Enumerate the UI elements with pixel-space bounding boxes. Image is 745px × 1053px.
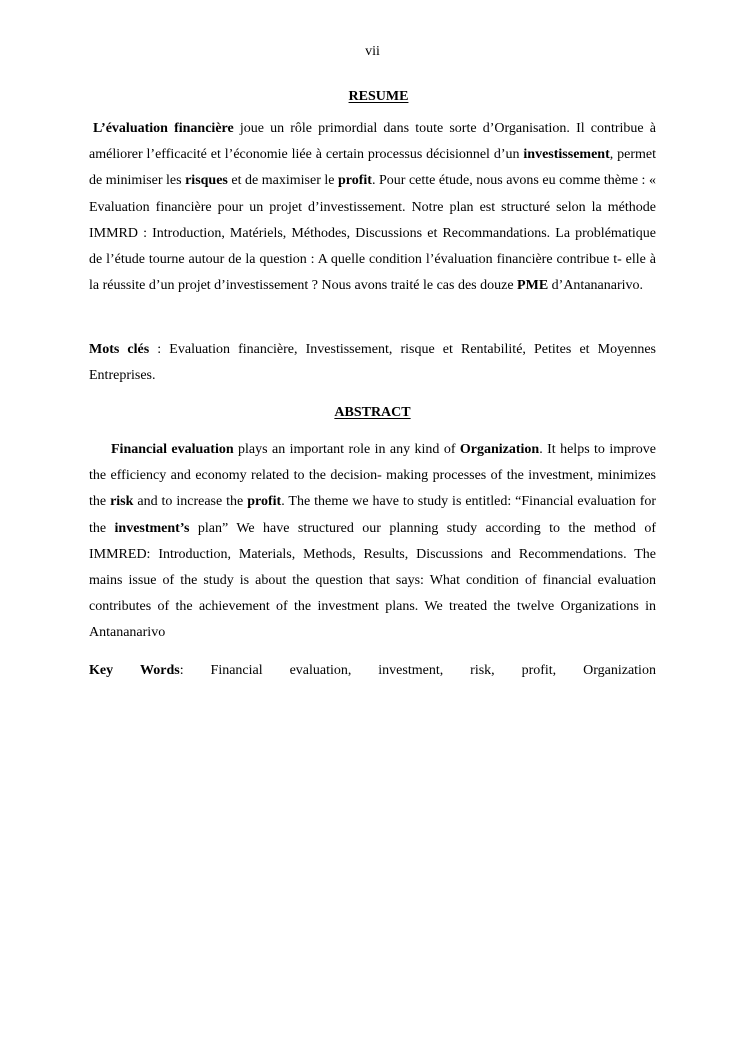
resume-bold-term: profit <box>338 173 372 189</box>
resume-bold-term: risques <box>185 173 228 189</box>
abstract-bold-term: Financial evaluation <box>111 442 234 457</box>
abstract-text-run: plays an important role in any kind of <box>233 442 460 457</box>
key-words-term: Words <box>140 663 180 678</box>
key-words-suffix: : <box>179 663 184 678</box>
resume-text-run: , permet de minimiser les <box>89 147 656 189</box>
key-words-term: Organization <box>583 663 656 678</box>
key-words-term: evaluation, <box>289 663 352 678</box>
key-words-term: risk, <box>470 663 495 678</box>
resume-bold-term: L’évaluation financière <box>93 121 234 136</box>
abstract-text-run: . It helps to improve the efficiency and economy related to the decision- making processes of the investment, minimizes the <box>89 442 656 510</box>
key-words-item <box>522 658 557 684</box>
resume-text-run: d’Antananarivo. <box>548 278 644 294</box>
page-number: vii <box>365 44 380 59</box>
resume-heading: RESUME <box>348 89 409 104</box>
key-words-term: profit, <box>521 663 557 678</box>
abstract-heading: ABSTRACT <box>334 405 411 420</box>
resume-bold-term: investissement <box>523 147 610 163</box>
abstract-text-run: and to increase the <box>133 494 248 510</box>
key-words-item <box>211 658 263 684</box>
key-words-term: investment, <box>378 663 444 678</box>
resume-text-run: . Pour cette étude, nous avons eu comme thème : « Evaluation financière pour un projet d’investissement. Notre plan est structuré selon la méthode IMMRD : Introduction, Matériels, Méthodes, Discussions et Recommandations. La problématique de l’étude tourne autour de la question : A quelle condition l’évaluation financière contribue t- elle à la réussite d’un projet d’investissement ? Nous avons traité le cas des douze <box>89 173 656 294</box>
resume-bold-term: PME <box>517 278 549 294</box>
key-words-item <box>290 658 352 684</box>
mots-cles-text: : Evaluation financière, Investissement, risque et Rentabilité, Petites et Moyennes Entreprises. <box>89 342 656 384</box>
key-words-item <box>470 658 495 684</box>
resume-paragraph <box>89 116 656 299</box>
abstract-bold-term: Organization <box>459 442 540 457</box>
key-words-term: Financial <box>210 663 263 678</box>
resume-text-run: joue un rôle primordial dans toute sorte d’Organisation. Il contribue à améliorer l’efficacité et l’économie liée à certain processus décisionnel d’un <box>89 121 656 163</box>
key-words-item <box>89 658 113 684</box>
abstract-paragraph <box>89 437 656 647</box>
mots-cles-paragraph <box>89 337 656 389</box>
abstract-bold-term: profit <box>247 494 282 510</box>
key-words-term: Key <box>89 663 114 678</box>
abstract-text-run: plan” We have structured our planning study according to the method of IMMRED: Introduction, Materials, Methods, Results, Discussions and Recommendations. The mains issue of the study is about the question that says: What condition of financial evaluation contributes of the achievement of the investment plans. We treated the twelve Organizations in Antananarivo <box>89 520 656 641</box>
resume-text-run: et de maximiser le <box>227 173 338 189</box>
key-words-item <box>583 658 656 684</box>
key-words-paragraph <box>89 658 656 684</box>
abstract-bold-term: investment’s <box>114 520 190 536</box>
abstract-text-run: . The theme we have to study is entitled: “Financial evaluation for the <box>89 494 657 536</box>
key-words-item <box>140 658 184 684</box>
mots-cles-label: Mots clés <box>89 342 150 357</box>
key-words-line <box>89 658 656 684</box>
abstract-bold-term: risk <box>110 494 134 510</box>
key-words-item <box>378 658 443 684</box>
